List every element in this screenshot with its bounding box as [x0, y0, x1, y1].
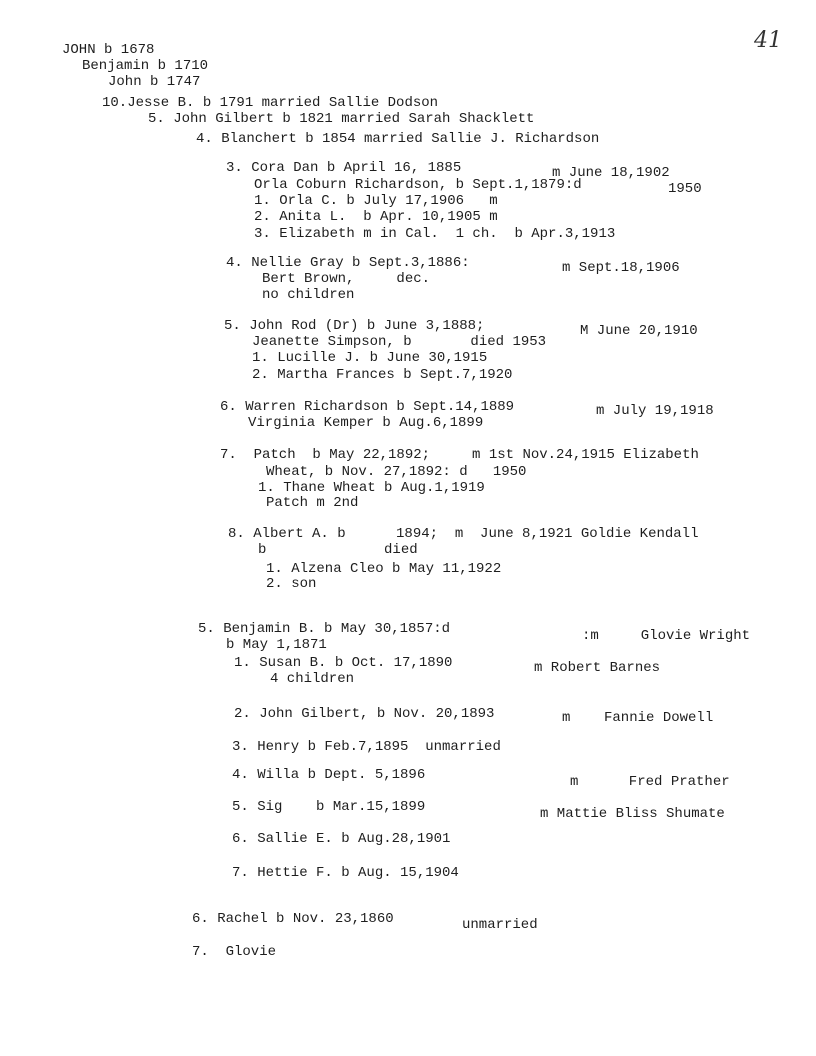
grandchild-line: 5. Sig b Mar.15,1899: [232, 799, 426, 815]
child-warren: 6. Warren Richardson b Sept.14,1889: [220, 399, 515, 415]
ancestor-benjamin-1710: Benjamin b 1710: [82, 58, 209, 74]
ancestor-john-gilbert: 5. John Gilbert b 1821 married Sarah Shacklett: [148, 111, 535, 127]
spouse-birth-line: b May 1,1871: [226, 637, 327, 653]
grandchild-marriage: m Mattie Bliss Shumate: [540, 806, 725, 822]
ancestor-blanchert: 4. Blanchert b 1854 married Sallie J. Richardson: [196, 131, 600, 147]
spouse-line: Wheat, b Nov. 27,1892: d 1950: [266, 464, 527, 480]
grandchild-line: 4. Willa b Dept. 5,1896: [232, 767, 426, 783]
spouse-line: Jeanette Simpson, b died 1953: [252, 334, 547, 350]
child-cora-dan-marriage: m June 18,1902: [552, 165, 670, 181]
grandchild-marriage: m Fannie Dowell: [562, 710, 714, 726]
grandchild-marriage: m Robert Barnes: [534, 660, 661, 676]
ancestor-john-1747: John b 1747: [108, 74, 201, 90]
child-nellie-marriage: m Sept.18,1906: [562, 260, 680, 276]
spouse-death-year: 1950: [668, 181, 702, 197]
grandchild-line: 1. Susan B. b Oct. 17,1890: [234, 655, 453, 671]
child-patch: 7. Patch b May 22,1892; m 1st Nov.24,1915 Elizabeth: [220, 447, 699, 463]
page-number: 41: [754, 28, 782, 53]
child-cora-dan: 3. Cora Dan b April 16, 1885: [226, 160, 462, 176]
child-john-rod-marriage: M June 20,1910: [580, 323, 698, 339]
spouse-line: Orla Coburn Richardson, b Sept.1,1879:d: [254, 177, 582, 193]
child-rachel-status: unmarried: [462, 917, 538, 933]
child-john-rod: 5. John Rod (Dr) b June 3,1888;: [224, 318, 485, 334]
spouse-line: b died: [258, 542, 418, 558]
ancestor-jesse: 10.Jesse B. b 1791 married Sallie Dodson: [102, 95, 439, 111]
grandchild-line: 1. Lucille J. b June 30,1915: [252, 350, 488, 366]
grandchild-line: 7. Hettie F. b Aug. 15,1904: [232, 865, 459, 881]
grandchild-line: 2. John Gilbert, b Nov. 20,1893: [234, 706, 495, 722]
child-albert: 8. Albert A. b 1894; m June 8,1921 Goldie Kendall: [228, 526, 699, 542]
note-line: no children: [262, 287, 355, 303]
grandchild-line: 1. Orla C. b July 17,1906 m: [254, 193, 498, 209]
spouse-line: Bert Brown, dec.: [262, 271, 431, 287]
grandchild-line: 1. Thane Wheat b Aug.1,1919: [258, 480, 485, 496]
grandchild-line: 3. Henry b Feb.7,1895 unmarried: [232, 739, 501, 755]
grandchild-marriage: m Fred Prather: [570, 774, 730, 790]
note-line: 4 children: [270, 671, 355, 687]
grandchild-line: 3. Elizabeth m in Cal. 1 ch. b Apr.3,1913: [254, 226, 616, 242]
child-nellie-gray: 4. Nellie Gray b Sept.3,1886:: [226, 255, 470, 271]
grandchild-line: 2. Anita L. b Apr. 10,1905 m: [254, 209, 498, 225]
child-glovie: 7. Glovie: [192, 944, 277, 960]
ancestor-john-1678: JOHN b 1678: [62, 42, 155, 58]
grandchild-line: 2. Martha Frances b Sept.7,1920: [252, 367, 513, 383]
child-rachel: 6. Rachel b Nov. 23,1860: [192, 911, 394, 927]
child-benjamin-b: 5. Benjamin B. b May 30,1857:d: [198, 621, 451, 637]
child-benjamin-marriage: :m Glovie Wright: [582, 628, 751, 644]
grandchild-line: 6. Sallie E. b Aug.28,1901: [232, 831, 451, 847]
grandchild-line: 2. son: [266, 576, 317, 592]
spouse-line: Virginia Kemper b Aug.6,1899: [248, 415, 484, 431]
grandchild-line: 1. Alzena Cleo b May 11,1922: [266, 561, 502, 577]
note-line: Patch m 2nd: [266, 495, 359, 511]
child-warren-marriage: m July 19,1918: [596, 403, 714, 419]
